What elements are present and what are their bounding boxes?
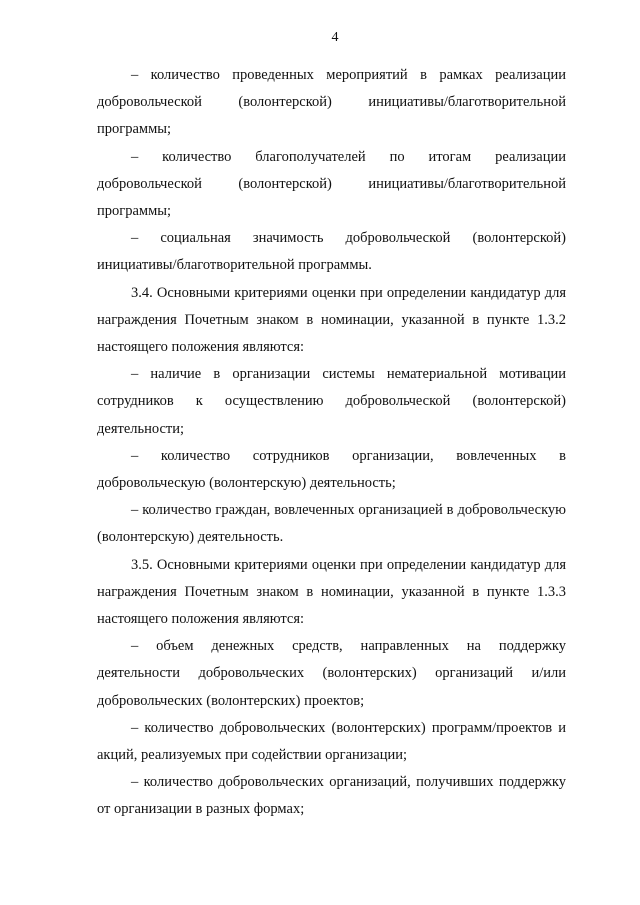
- criterion-employees-count: – количество сотрудников организации, вовлеченных в добровольческую (волонтерскую) деятельность;: [97, 447, 566, 492]
- section-3-5: 3.5. Основными критериями оценки при определении кандидатур для награждения Почетным знаком в номинации, указанной в пункте 1.3.3 настоящего положения являются:: [97, 556, 566, 628]
- section-3-4: 3.4. Основными критериями оценки при определении кандидатур для награждения Почетным знаком в номинации, указанной в пункте 1.3.2 настоящего положения являются:: [97, 284, 566, 356]
- criterion-supported-orgs-count: – количество добровольческих организаций, получивших поддержку от организации в разных формах;: [97, 774, 566, 818]
- criterion-programs-count: – количество добровольческих (волонтерских) программ/проектов и акций, реализуемых при содействии организации;: [97, 719, 566, 764]
- criterion-funds-amount: – объем денежных средств, направленных на поддержку деятельности добровольческих (волонтерских) организаций и/или добровольческих (волонтерских) проектов;: [97, 638, 566, 709]
- page-number: 4: [331, 30, 339, 45]
- criterion-social-significance: – социальная значимость добровольческой (волонтерской) инициативы/благотворительной программы.: [97, 230, 566, 274]
- criterion-beneficiaries-count: – количество благополучателей по итогам реализации добровольческой (волонтерской) инициативы/благотворительной программы;: [97, 148, 566, 220]
- document-body: [97, 62, 566, 824]
- criterion-events-count: – количество проведенных мероприятий в рамках реализации добровольческой (волонтерской) инициативы/благотворительной программы;: [97, 67, 566, 138]
- criterion-citizens-count: – количество граждан, вовлеченных организацией в добровольческую (волонтерскую) деятельность.: [97, 502, 566, 546]
- criterion-motivation-system: – наличие в организации системы нематериальной мотивации сотрудников к осуществлению добровольческой (волонтерской) деятельности;: [97, 366, 566, 437]
